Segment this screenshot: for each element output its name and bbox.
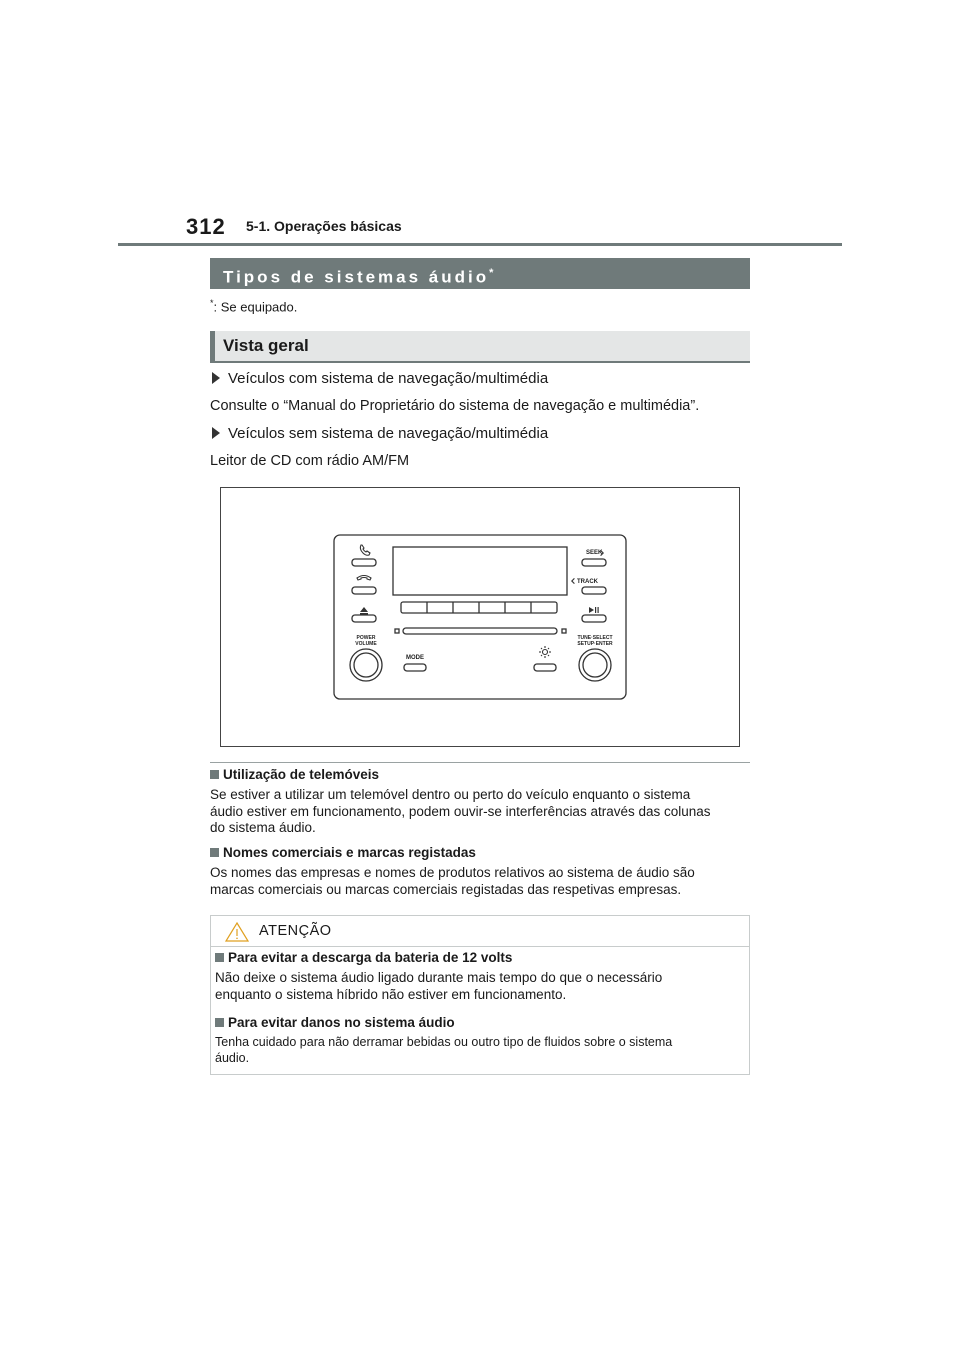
note-text-trademarks [210,865,750,898]
note-title-label: Nomes comerciais e marcas registadas [223,845,476,860]
brightness-icon [543,650,548,655]
mode-button [404,664,426,671]
header-rule [118,243,842,246]
subsection-bar [210,331,750,363]
cd-slot [403,628,557,634]
display-screen [393,547,567,595]
note-title-label: Utilização de telemóveis [223,767,380,782]
note-line: Os nomes das empresas e nomes de produtos relativos ao sistema de áudio são [210,865,695,880]
section-title-mark: * [489,267,494,279]
setup-enter-label: SETUP·ENTER [577,641,613,647]
footnote-text: : Se equipado. [213,299,298,315]
brightness-button [534,664,556,671]
warning-box [210,915,750,1075]
note-title-trademarks [210,845,476,860]
item-text-cd-player: Leitor de CD com rádio AM/FM [210,453,410,469]
warning-triangle-icon [225,922,249,942]
track-arrow-icon [571,578,575,584]
power-volume-knob [350,649,382,681]
warning-header [211,916,749,947]
track-button [582,587,606,594]
phone-pickup-button [352,559,376,566]
warning-item-text-battery [215,970,735,1003]
warning-item-text-damage [215,1035,735,1066]
square-bullet-icon [210,770,219,779]
warning-item-title-label: Para evitar danos no sistema áudio [228,1015,455,1030]
note-text-phones [210,787,750,837]
warning-item-title-damage [215,1015,455,1030]
page-number: 312 [186,214,226,239]
note-title-phones [210,767,379,782]
square-bullet-icon [215,1018,224,1027]
track-label: TRACK [577,579,598,585]
section-title: Tipos de sistemas áudio [223,267,490,287]
square-bullet-icon [210,848,219,857]
warning-line: enquanto o sistema híbrido não estiver em funcionamento. [215,986,567,1002]
eject-button [352,615,376,622]
warning-line: Não deixe o sistema áudio ligado durante mais tempo do que o necessário [215,970,663,985]
seek-label: SEEK [586,550,603,556]
phone-hangup-button [352,587,376,594]
item-text-navigation: Consulte o “Manual do Proprietário do sistema de navegação e multimédia”. [210,398,700,414]
tune-select-knob [579,649,611,681]
volume-label: VOLUME [355,641,377,647]
subsection-title: Vista geral [223,336,309,355]
subsection-accent [210,331,215,361]
item-heading-no-navigation [212,425,548,442]
section-title-bar [210,258,750,289]
note-line: áudio estiver em funcionamento, podem ouvir-se interferências através das colunas [210,803,711,819]
power-label: POWER [356,635,376,641]
item-heading-label: Veículos sem sistema de navegação/multimédia [228,425,549,442]
item-heading-label: Veículos com sistema de navegação/multimédia [228,370,549,387]
play-pause-icon [589,607,599,613]
chapter-title: 5-1. Operações básicas [246,218,402,234]
footnote-mark: * [210,298,214,308]
warning-line: Tenha cuidado para não derramar bebidas ou outro tipo de fluidos sobre o sistema [215,1035,673,1049]
note-line: do sistema áudio. [210,820,316,835]
phone-hangup-icon [357,576,371,581]
triangle-bullet-icon [212,372,220,384]
item-heading-navigation [212,370,548,387]
phone-pickup-icon [360,545,370,555]
footnote [210,298,297,314]
warning-label: ATENÇÃO [259,923,332,939]
note-line: Se estiver a utilizar um telemóvel dentro ou perto do veículo enquanto o sistema [210,787,691,802]
note-line: marcas comerciais ou marcas comerciais registadas das respetivas empresas. [210,881,682,897]
play-pause-button [582,615,606,622]
tune-select-label: TUNE·SELECT [577,635,613,641]
mode-label: MODE [406,655,424,661]
audio-unit-illustration [221,488,739,746]
eject-icon [360,607,368,615]
warning-line: áudio. [215,1050,250,1065]
section-divider [210,762,750,763]
seek-button [582,559,606,566]
audio-unit-figure [220,487,740,747]
square-bullet-icon [215,953,224,962]
warning-item-title-label: Para evitar a descarga da bateria de 12 volts [228,950,513,965]
triangle-bullet-icon [212,427,220,439]
warning-item-title-battery [215,950,512,965]
